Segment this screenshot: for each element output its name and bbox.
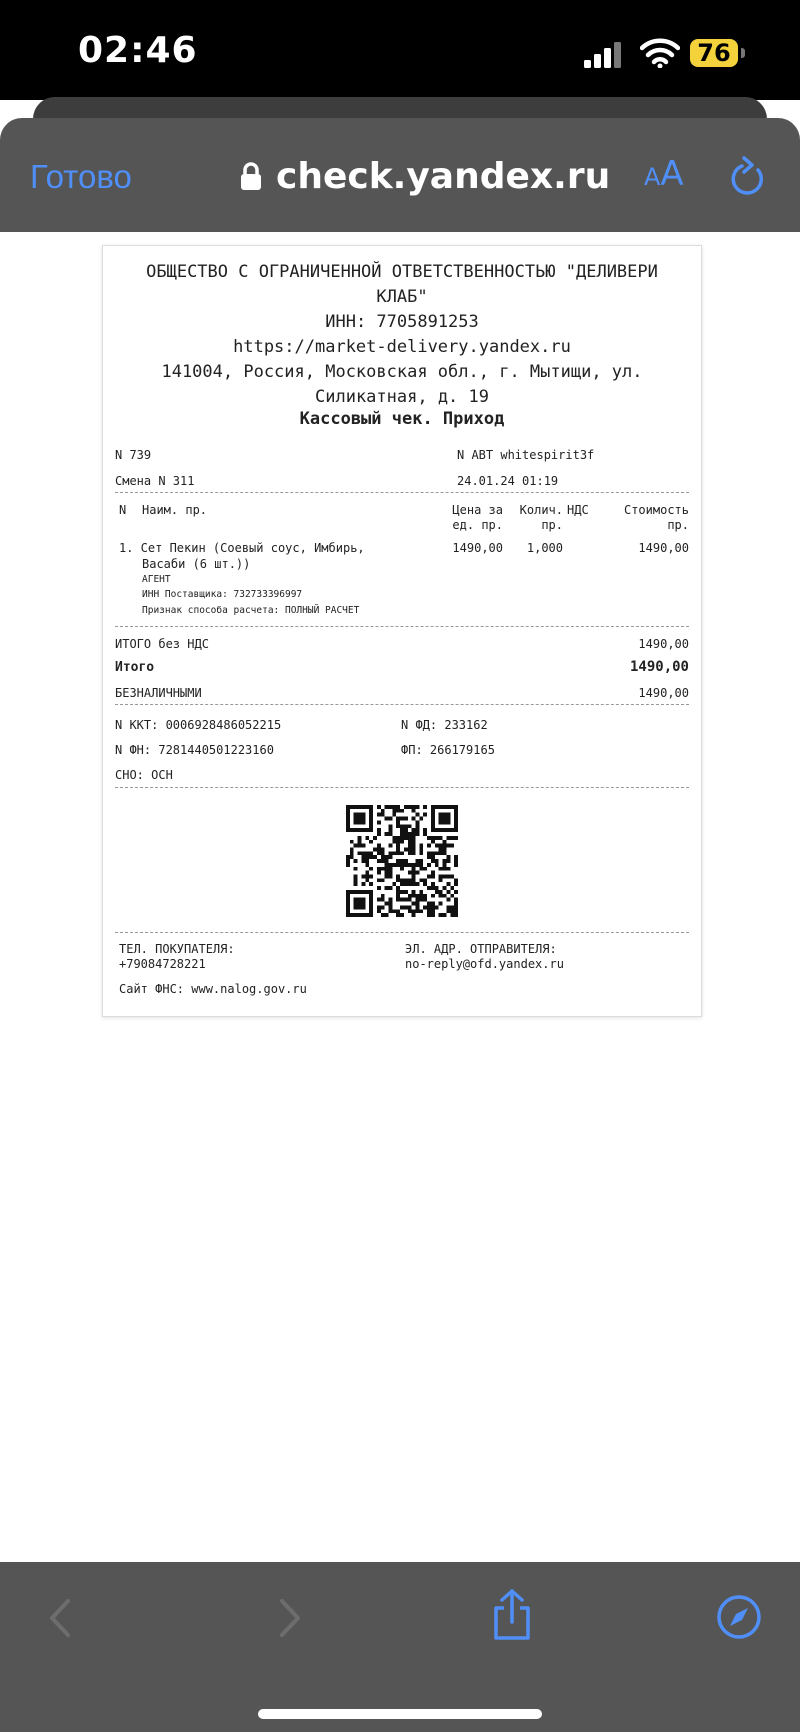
auto-number: N АВТ whitespirit3f (457, 448, 595, 462)
reload-icon[interactable] (728, 156, 768, 200)
total-no-vat-label: ИТОГО без НДС (115, 637, 209, 651)
text-size-small: A (644, 163, 661, 191)
col-price-1: Цена за (452, 503, 503, 517)
home-indicator (258, 1709, 542, 1719)
text-size-large: A (660, 154, 684, 194)
cashless-label: БЕЗНАЛИЧНЫМИ (115, 686, 202, 700)
address-bar[interactable] (240, 154, 610, 198)
item-name-1: 1. Сет Пекин (Соевый соус, Имбирь, (119, 541, 365, 555)
col-cost-2: пр. (667, 518, 689, 532)
sender-email: no-reply@ofd.yandex.ru (405, 957, 564, 971)
wifi-icon (640, 38, 680, 68)
item-price: 1490,00 (452, 541, 503, 555)
col-price-2: ед. пр. (452, 518, 503, 532)
col-qty-2: пр. (541, 518, 563, 532)
col-n: N (119, 503, 127, 517)
company-name (115, 260, 689, 410)
back-icon[interactable] (46, 1597, 74, 1639)
battery-indicator: 76 (690, 39, 738, 67)
fn-number: N ФН: 7281440501223160 (115, 743, 274, 757)
lock-icon (240, 162, 262, 190)
address-line-1: 141004, Россия, Московская обл., г. Мытищи, ул. (161, 362, 643, 382)
col-cost-1: Стоимость (623, 503, 689, 517)
address-line-2: Силикатная, д. 19 (315, 387, 489, 407)
item-supplier-inn: ИНН Поставщика: 732733396997 (142, 589, 303, 600)
col-qty-1: Колич. (519, 503, 563, 517)
url-text: check.yandex.ru (276, 155, 611, 197)
company-inn: ИНН: 7705891253 (325, 312, 479, 332)
divider (115, 492, 689, 493)
buyer-phone: +79084728221 (119, 957, 206, 971)
status-time: 02:46 (78, 30, 198, 71)
item-agent: АГЕНТ (142, 574, 171, 585)
item-cost: 1490,00 (638, 541, 689, 555)
item-payment-method: Признак способа расчета: ПОЛНЫЙ РАСЧЕТ (142, 605, 360, 616)
status-bar (0, 0, 800, 100)
company-line-1: ОБЩЕСТВО С ОГРАНИЧЕННОЙ ОТВЕТСТВЕННОСТЬЮ "ДЕЛИВЕРИ (146, 262, 658, 282)
receipt-datetime: 24.01.24 01:19 (457, 474, 559, 488)
divider (115, 932, 689, 933)
divider (115, 787, 689, 788)
receipt (102, 245, 702, 1017)
browser-top-bar (0, 118, 800, 232)
done-button[interactable]: Готово (30, 158, 132, 195)
qr-code-icon (346, 805, 458, 917)
sender-email-label: ЭЛ. АДР. ОТПРАВИТЕЛЯ: (405, 942, 557, 956)
divider (115, 626, 689, 627)
buyer-phone-label: ТЕЛ. ПОКУПАТЕЛЯ: (119, 942, 235, 956)
text-size-button[interactable] (644, 154, 684, 194)
divider (115, 704, 689, 705)
fns-site: Сайт ФНС: www.nalog.gov.ru (119, 982, 307, 996)
company-website: https://market-delivery.yandex.ru (233, 337, 571, 357)
fp-number: ФП: 266179165 (401, 743, 495, 757)
company-line-2: КЛАБ" (376, 287, 428, 307)
compass-icon[interactable] (716, 1594, 762, 1640)
total-label: Итого (115, 660, 155, 675)
browser-bottom-bar (0, 1562, 800, 1732)
col-vat: НДС (567, 503, 589, 517)
signal-icon (584, 42, 624, 68)
shift-number: Смена N 311 (115, 474, 195, 488)
item-name-2: Васаби (6 шт.)) (142, 557, 251, 571)
total-value: 1490,00 (629, 659, 689, 675)
forward-icon[interactable] (276, 1597, 304, 1639)
item-qty: 1,000 (526, 541, 563, 555)
cashless-value: 1490,00 (638, 686, 689, 700)
receipt-number: N 739 (115, 448, 152, 462)
total-no-vat-value: 1490,00 (638, 637, 689, 651)
col-name: Наим. пр. (142, 503, 208, 517)
fd-number: N ФД: 233162 (401, 718, 488, 732)
share-icon[interactable] (490, 1588, 534, 1642)
receipt-title: Кассовый чек. Приход (299, 409, 505, 429)
battery-tip (741, 48, 745, 58)
sno: СНО: ОСН (115, 768, 173, 782)
kkt-number: N ККТ: 0006928486052215 (115, 718, 282, 732)
